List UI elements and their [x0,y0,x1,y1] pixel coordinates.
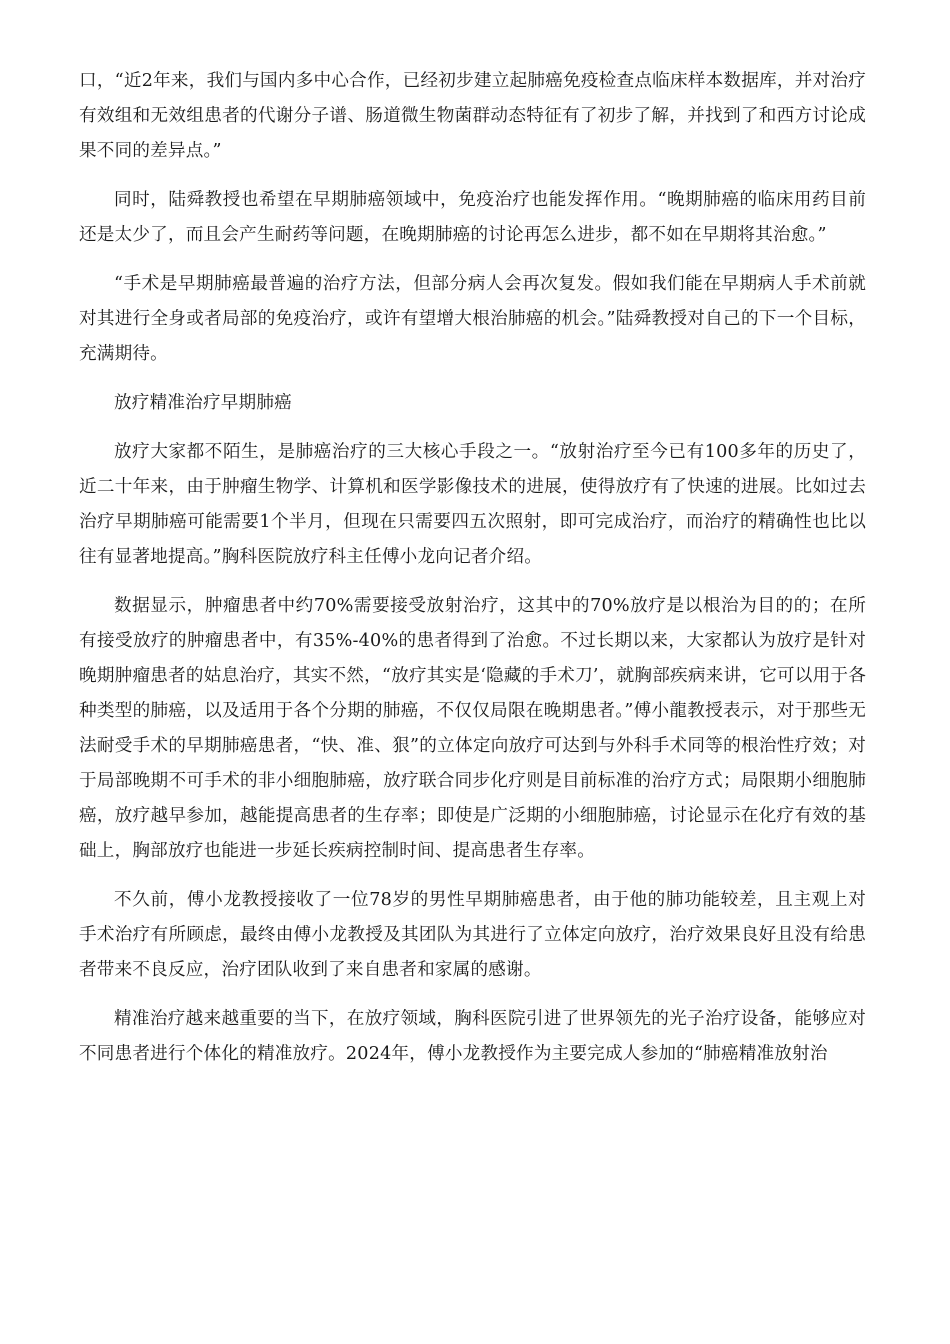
paragraph-5: 数据显示，肿瘤患者中约70%需要接受放射治疗，这其中的70%放疗是以根治为目的的；在所有接受放疗的肿瘤患者中，有35%-40%的患者得到了治愈。不过长期以来，大家都认为放疗是针对晚期肿瘤患者的姑息治疗，其实不然，“放疗其实是‘隐藏的手术刀’，就胸部疾病来讲，它可以用于各种类型的肺癌，以及适用于各个分期的肺癌，不仅仅局限在晚期患者。”傅小龍教授表示，对于那些无法耐受手术的早期肺癌患者，“快、准、狠”的立体定向放疗可达到与外科手术同等的根治性疗效；对于局部晚期不可手术的非小细胞肺癌，放疗联合同步化疗则是目前标准的治疗方式；局限期小细胞肺癌，放疗越早参加，越能提高患者的生存率；即使是广泛期的小细胞肺癌，讨论显示在化疗有效的基础上，胸部放疗也能进一步延长疾病控制时间、提高患者生存率。 [79,596,866,861]
paragraph-1: 口，“近2年来，我们与国内多中心合作，已经初步建立起肺癌免疫检查点临床样本数据库，并对治疗有效组和无效组患者的代谢分子谱、肠道微生物菌群动态特征有了初步了解，并找到了和西方讨论成果不同的差异点。” [79,71,866,161]
paragraph-3: “手术是早期肺癌最普遍的治疗方法，但部分病人会再次复发。假如我们能在早期病人手术前就对其进行全身或者局部的免疫治疗，或许有望增大根治肺癌的机会。”陆舜教授对自己的下一个目标，充满期待。 [79,274,866,364]
paragraph-2: 同时，陆舜教授也希望在早期肺癌领域中，免疫治疗也能发挥作用。“晚期肺癌的临床用药目前还是太少了，而且会产生耐药等问题，在晚期肺癌的讨论再怎么进步，都不如在早期将其治愈。” [79,190,866,245]
document-page [79,64,866,1086]
paragraph-6: 不久前，傅小龙教授接收了一位78岁的男性早期肺癌患者，由于他的肺功能较差，且主观上对手术治疗有所顾虑，最终由傅小龙教授及其团队为其进行了立体定向放疗，治疗效果良好且没有给患者带来不良反应，治疗团队收到了来自患者和家属的感谢。 [79,890,866,980]
section-heading: 放疗精准治疗早期肺癌 [114,393,292,413]
paragraph-4: 放疗大家都不陌生，是肺癌治疗的三大核心手段之一。“放射治疗至今已有100多年的历史了，近二十年来，由于肿瘤生物学、计算机和医学影像技术的进展，使得放疗有了快速的进展。比如过去治疗早期肺癌可能需要1个半月，但现在只需要四五次照射，即可完成治疗，而治疗的精确性也比以往有显著地提高。”胸科医院放疗科主任傅小龙向记者介绍。 [79,442,866,567]
paragraph-7: 精准治疗越来越重要的当下，在放疗领域，胸科医院引进了世界领先的光子治疗设备，能够应对不同患者进行个体化的精准放疗。2024年，傅小龙教授作为主要完成人参加的“肺癌精准放射治 [79,1009,866,1064]
